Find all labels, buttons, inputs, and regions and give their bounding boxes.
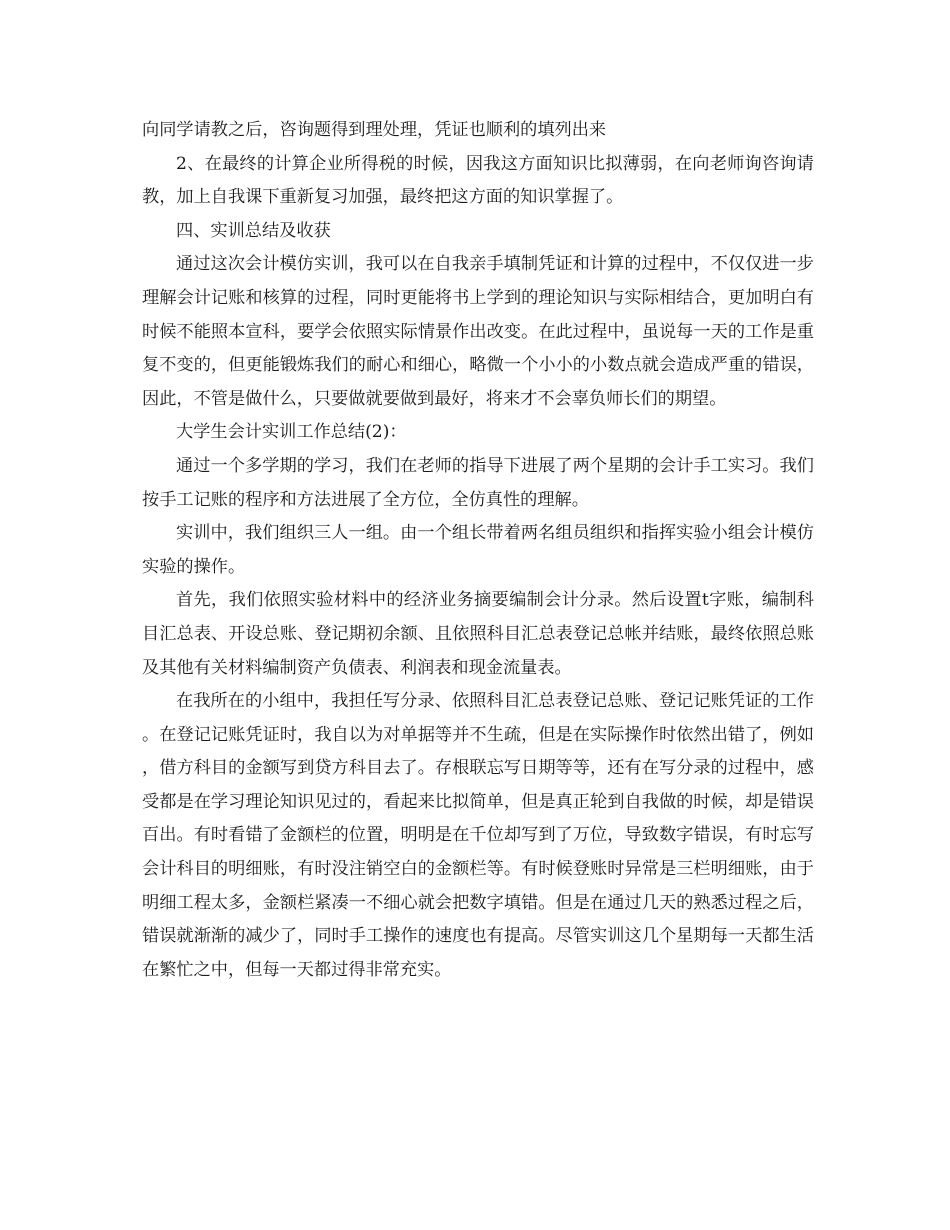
paragraph-experience: 在我所在的小组中，我担任写分录、依照科目汇总表登记总账、登记记账凭证的工作。在登记记账凭证时，我自以为对单据等并不生疏，但是在实际操作时依然出错了，例如，借方科目的金额写到贷方科目去了。存根联忘写日期等等，还有在写分录的过程中，感受都是在学习理论知识见过的，看起来比拟简单，但是真正轮到自我做的时候，却是错误百出。有时看错了金额栏的位置，明明是在千位却写到了万位，导致数字错误，有时忘写会计科目的明细账，有时没注销空白的金额栏等。有时候登账时异常是三栏明细账，由于明细工程太多，金额栏紧凑一不细心就会把数字填错。但是在通过几天的熟悉过程之后，错误就渐渐的减少了，同时手工操作的速度也有提高。尽管实训这几个星期每一天都生活在繁忙之中，但每一天都过得非常充实。 [142, 691, 814, 980]
paragraph-steps: 首先，我们依照实验材料中的经济业务摘要编制会计分录。然后设置t字账，编制科目汇总表、开设总账、登记期初余额、且依照科目汇总表登记总帐并结账，最终依照总账及其他有关材料编制资产负债表、利润表和现金流量表。 [142, 590, 814, 678]
paragraph-point-2: 2、在最终的计算企业所得税的时候，因我这方面知识比拟薄弱，在向老师询咨询请教，加上自我课下重新复习加强，最终把这方面的知识掌握了。 [142, 153, 814, 208]
paragraph-continuation: 向同学请教之后，咨询题得到理处理，凭证也顺利的填列出来 [142, 120, 607, 140]
document-body [142, 114, 814, 987]
paragraph-intro: 通过一个多学期的学习，我们在老师的指导下进展了两个星期的会计手工实习。我们按手工记账的程序和方法进展了全方位，全仿真性的理解。 [142, 455, 814, 510]
paragraph-summary-body: 通过这次会计模仿实训，我可以在自我亲手填制凭证和计算的过程中，不仅仅进一步理解会计记账和核算的过程，同时更能将书上学到的理论知识与实际相结合，更加明白有时候不能照本宣科，要学会依照实际情景作出改变。在此过程中，虽说每一天的工作是重复不变的，但更能锻炼我们的耐心和细心，略微一个小小的小数点就会造成严重的错误，因此，不管是做什么，只要做就要做到最好，将来才不会辜负师长们的期望。 [142, 254, 814, 409]
section-heading-summary: 四、实训总结及收获 [176, 220, 331, 241]
paragraph-groups: 实训中，我们组织三人一组。由一个组长带着两名组员组织和指挥实验小组会计模仿实验的操作。 [142, 523, 814, 577]
section-heading-summary-2: 大学生会计实训工作总结(2)： [176, 422, 407, 443]
